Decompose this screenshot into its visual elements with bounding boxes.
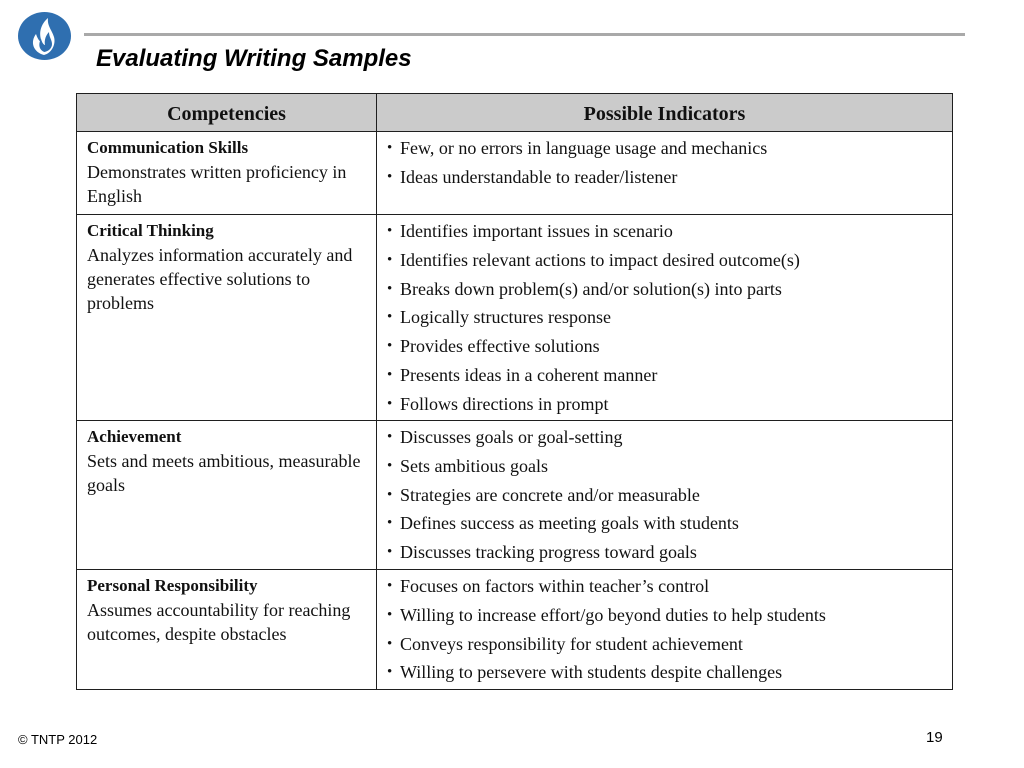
competency-description: Demonstrates written proficiency in English bbox=[87, 162, 347, 206]
bullet-icon: • bbox=[387, 338, 393, 355]
indicator-item: • Logically structures response bbox=[387, 307, 611, 328]
indicators-cell bbox=[377, 570, 953, 690]
bullet-icon: • bbox=[387, 168, 393, 185]
bullet-icon: • bbox=[387, 395, 393, 412]
bullet-icon: • bbox=[387, 366, 393, 383]
competency-description: Sets and meets ambitious, measurable goals bbox=[87, 451, 361, 495]
competencies-table bbox=[76, 93, 953, 690]
indicator-item: • Few, or no errors in language usage and mechanics bbox=[387, 138, 768, 158]
indicator-item: • Strategies are concrete and/or measurable bbox=[387, 484, 700, 505]
table-row bbox=[77, 215, 953, 421]
indicator-item: • Willing to persevere with students despite challenges bbox=[387, 662, 783, 683]
bullet-icon: • bbox=[387, 280, 393, 297]
bullet-icon: • bbox=[387, 664, 393, 681]
bullet-icon: • bbox=[387, 457, 393, 474]
table-row bbox=[77, 132, 953, 215]
column-header-competencies: Competencies bbox=[77, 94, 377, 132]
indicator-item: • Provides effective solutions bbox=[387, 336, 600, 357]
indicator-item: • Identifies relevant actions to impact desired outcome(s) bbox=[387, 249, 800, 270]
bullet-icon: • bbox=[387, 223, 393, 239]
indicator-item: • Discusses goals or goal-setting bbox=[387, 427, 623, 447]
indicator-item: • Presents ideas in a coherent manner bbox=[387, 364, 658, 385]
indicator-item: • Follows directions in prompt bbox=[387, 393, 609, 414]
column-header-possible-indicators: Possible Indicators bbox=[377, 94, 953, 132]
competency-name: Critical Thinking bbox=[87, 221, 214, 240]
table-row bbox=[77, 570, 953, 690]
competency-cell bbox=[77, 570, 377, 690]
slide-title: Evaluating Writing Samples bbox=[96, 45, 412, 72]
indicator-list bbox=[387, 425, 944, 564]
title-divider bbox=[84, 33, 965, 36]
competency-cell bbox=[77, 421, 377, 570]
competency-description: Assumes accountability for reaching outcomes, despite obstacles bbox=[87, 600, 351, 644]
competency-cell bbox=[77, 132, 377, 215]
indicator-item: • Identifies important issues in scenario bbox=[387, 221, 673, 241]
bullet-icon: • bbox=[387, 140, 393, 156]
competency-description: Analyzes information accurately and generates effective solutions to problems bbox=[87, 245, 353, 313]
table-row bbox=[77, 421, 953, 570]
competency-name: Communication Skills bbox=[87, 138, 249, 157]
table-header-row bbox=[77, 94, 953, 132]
flame-logo-icon bbox=[17, 11, 72, 61]
bullet-icon: • bbox=[387, 635, 393, 652]
indicator-item: • Focuses on factors within teacher’s control bbox=[387, 576, 710, 596]
bullet-icon: • bbox=[387, 309, 393, 326]
indicator-item: • Willing to increase effort/go beyond duties to help students bbox=[387, 604, 826, 625]
indicator-item: • Breaks down problem(s) and/or solution(s) into parts bbox=[387, 278, 782, 299]
competency-cell bbox=[77, 215, 377, 421]
indicator-item: • Defines success as meeting goals with students bbox=[387, 513, 739, 534]
indicator-item: • Ideas understandable to reader/listener bbox=[387, 166, 678, 187]
indicators-cell bbox=[377, 132, 953, 215]
indicator-item: • Sets ambitious goals bbox=[387, 455, 548, 476]
bullet-icon: • bbox=[387, 544, 393, 561]
indicators-cell bbox=[377, 215, 953, 421]
bullet-icon: • bbox=[387, 606, 393, 623]
indicators-cell bbox=[377, 421, 953, 570]
competency-name: Personal Responsibility bbox=[87, 576, 258, 595]
indicator-list bbox=[387, 136, 944, 189]
page-number: 19 bbox=[926, 729, 943, 746]
copyright-footer: © TNTP 2012 bbox=[18, 732, 98, 747]
bullet-icon: • bbox=[387, 515, 393, 532]
bullet-icon: • bbox=[387, 251, 393, 268]
bullet-icon: • bbox=[387, 486, 393, 503]
bullet-icon: • bbox=[387, 578, 393, 594]
bullet-icon: • bbox=[387, 429, 393, 445]
indicator-item: • Discusses tracking progress toward goals bbox=[387, 542, 697, 563]
indicator-list bbox=[387, 219, 944, 416]
competency-name: Achievement bbox=[87, 427, 182, 446]
indicator-list bbox=[387, 574, 944, 684]
indicator-item: • Conveys responsibility for student achievement bbox=[387, 633, 743, 654]
